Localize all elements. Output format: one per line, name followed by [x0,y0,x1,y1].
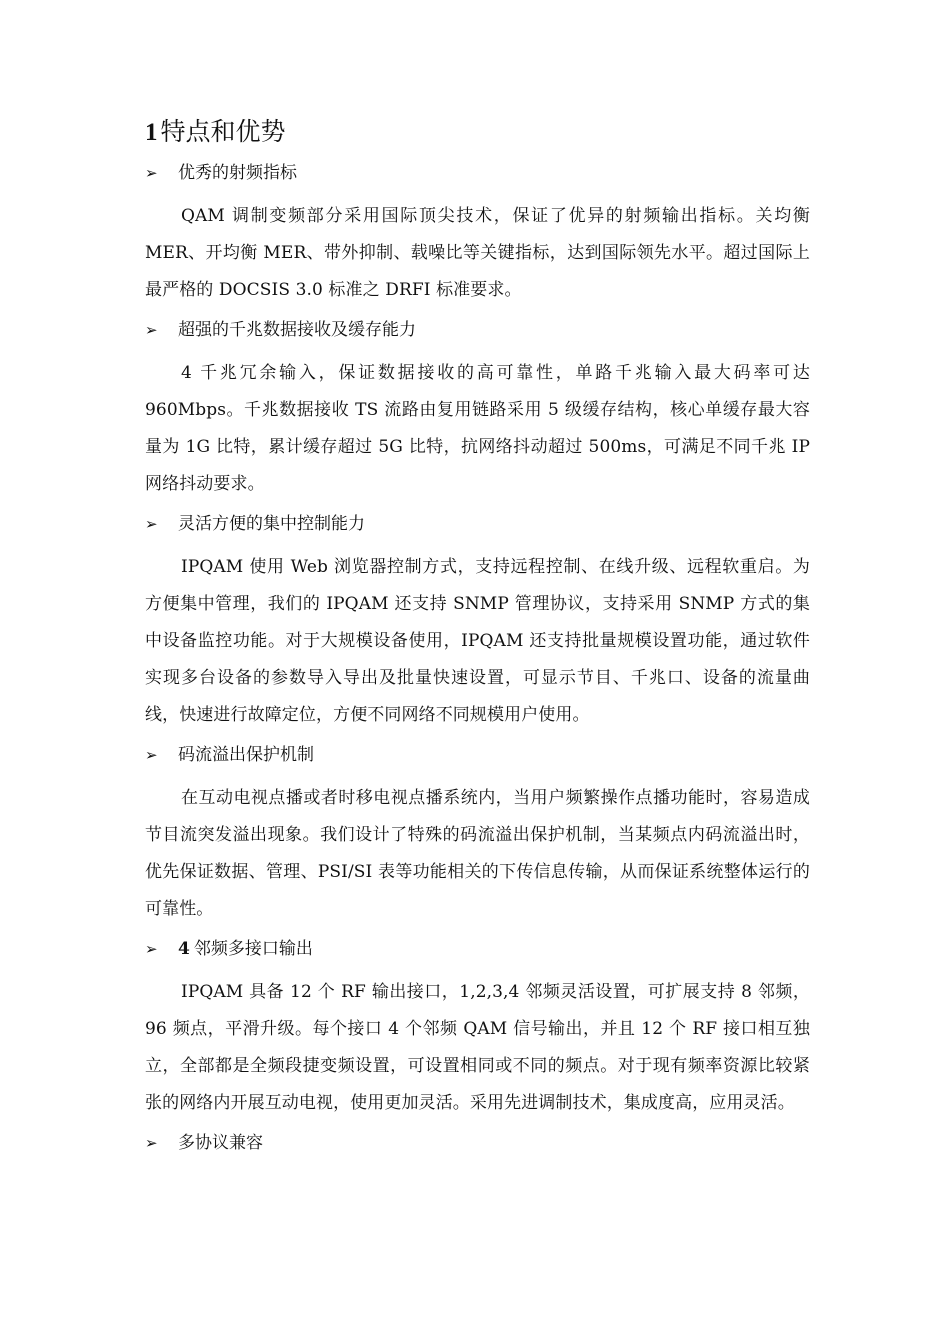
bullet-heading-text: 灵活方便的集中控制能力 [178,514,365,534]
bullet-heading-text: 多协议兼容 [178,1133,263,1153]
bullet-heading-text: 超强的千兆数据接收及缓存能力 [178,320,416,340]
bullet-heading [145,1131,810,1155]
section-number: 1 [145,119,158,146]
bullet-heading-number: 4 [178,939,190,959]
section-title: 特点和优势 [160,117,286,146]
arrow-bullet-icon: ➢ [145,940,158,958]
bullet-heading-text: 优秀的射频指标 [178,163,297,183]
section-heading [145,112,810,153]
body-paragraph: 4 千兆冗余输入，保证数据接收的高可靠性，单路千兆输入最大码率可达 960Mbps。千兆数据接收 TS 流路由复用链路采用 5 级缓存结构，核心单缓存最大容量为 1G 比特，累计缓存超过 5G 比特，抗网络抖动超过 500ms，可满足不同千兆 IP 网络抖动要求。 [145,363,810,494]
bullet-heading [145,937,810,961]
body-paragraph: QAM 调制变频部分采用国际顶尖技术，保证了优异的射频输出指标。关均衡 MER、开均衡 MER、带外抑制、载噪比等关键指标，达到国际领先水平。超过国际上最严格的 DOCSIS 3.0 标准之 DRFI 标准要求。 [145,206,810,300]
arrow-bullet-icon: ➢ [145,1134,158,1152]
body-paragraph: 在互动电视点播或者时移电视点播系统内，当用户频繁操作点播功能时，容易造成节目流突发溢出现象。我们设计了特殊的码流溢出保护机制，当某频点内码流溢出时，优先保证数据、管理、PSI/SI 表等功能相关的下传信息传输，从而保证系统整体运行的可靠性。 [145,788,810,919]
arrow-bullet-icon: ➢ [145,515,158,533]
bullet-heading [145,512,810,536]
arrow-bullet-icon: ➢ [145,164,158,182]
bullet-heading [145,743,810,767]
bullet-heading-text: 码流溢出保护机制 [178,745,314,765]
body-paragraph: IPQAM 使用 Web 浏览器控制方式，支持远程控制、在线升级、远程软重启。为方便集中管理，我们的 IPQAM 还支持 SNMP 管理协议，支持采用 SNMP 方式的集中设备监控功能。对于大规模设备使用，IPQAM 还支持批量规模设置功能，通过软件实现多台设备的参数导入导出及批量快速设置，可显示节目、千兆口、设备的流量曲线，快速进行故障定位，方便不同网络不同规模用户使用。 [145,557,810,725]
bullet-heading [145,161,810,185]
body-paragraph: IPQAM 具备 12 个 RF 输出接口，1,2,3,4 邻频灵活设置，可扩展支持 8 邻频，96 频点，平滑升级。每个接口 4 个邻频 QAM 信号输出，并且 12 个 RF 接口相互独立，全部都是全频段捷变频设置，可设置相同或不同的频点。对于现有频率资源比较紧张的网络内开展互动电视，使用更加灵活。采用先进调制技术，集成度高，应用灵活。 [145,982,810,1113]
bullet-heading-text: 邻频多接口输出 [193,939,313,959]
arrow-bullet-icon: ➢ [145,321,158,339]
bullet-heading [145,318,810,342]
arrow-bullet-icon: ➢ [145,746,158,764]
document-page [145,112,810,1168]
